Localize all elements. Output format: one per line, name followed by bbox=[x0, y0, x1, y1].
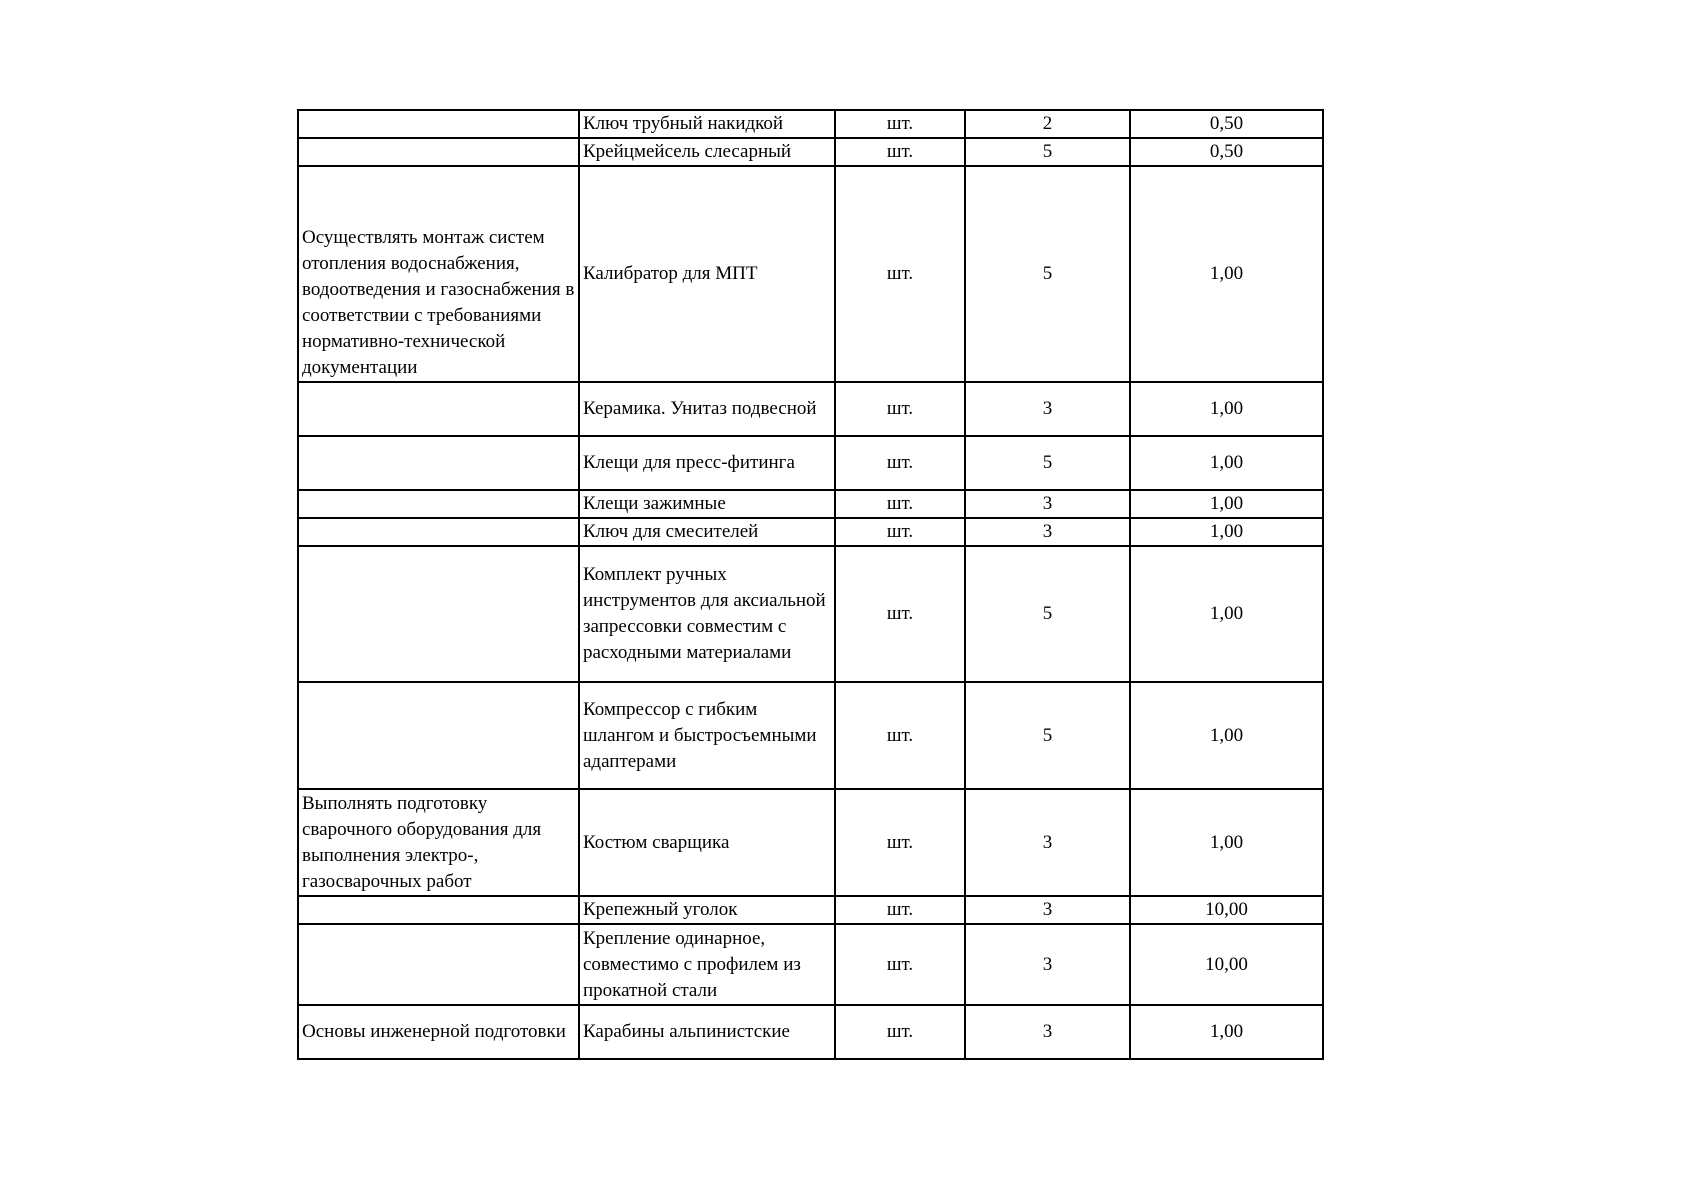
quantity-cell: 3 bbox=[965, 896, 1130, 924]
table-row bbox=[298, 924, 1323, 1005]
competence-cell bbox=[298, 924, 579, 1005]
competence-cell bbox=[298, 138, 579, 166]
item-name-cell: Клещи зажимные bbox=[579, 490, 835, 518]
competence-cell bbox=[298, 546, 579, 682]
item-name-cell: Карабины альпинистские bbox=[579, 1005, 835, 1059]
competence-cell bbox=[298, 896, 579, 924]
unit-cell: шт. bbox=[835, 546, 965, 682]
table-row bbox=[298, 110, 1323, 138]
quantity-cell: 2 bbox=[965, 110, 1130, 138]
norm-cell: 1,00 bbox=[1130, 382, 1323, 436]
competence-cell bbox=[298, 682, 579, 789]
competence-cell bbox=[298, 436, 579, 490]
item-name-cell: Ключ для смесителей bbox=[579, 518, 835, 546]
quantity-cell: 5 bbox=[965, 138, 1130, 166]
norm-cell: 1,00 bbox=[1130, 1005, 1323, 1059]
norm-cell: 1,00 bbox=[1130, 682, 1323, 789]
unit-cell: шт. bbox=[835, 138, 965, 166]
norm-cell: 1,00 bbox=[1130, 166, 1323, 382]
unit-cell: шт. bbox=[835, 924, 965, 1005]
norm-cell: 10,00 bbox=[1130, 896, 1323, 924]
table-row bbox=[298, 789, 1323, 896]
quantity-cell: 3 bbox=[965, 1005, 1130, 1059]
quantity-cell: 3 bbox=[965, 924, 1130, 1005]
unit-cell: шт. bbox=[835, 896, 965, 924]
norm-cell: 0,50 bbox=[1130, 110, 1323, 138]
table-row bbox=[298, 546, 1323, 682]
competence-cell: Осуществлять монтаж систем отопления водоснабжения, водоотведения и газоснабжения в соответствии с требованиями нормативно-технической документации bbox=[298, 166, 579, 382]
quantity-cell: 3 bbox=[965, 382, 1130, 436]
table-row bbox=[298, 1005, 1323, 1059]
competence-cell: Выполнять подготовку сварочного оборудования для выполнения электро-, газосварочных работ bbox=[298, 789, 579, 896]
item-name-cell: Компрессор с гибким шлангом и быстросъемными адаптерами bbox=[579, 682, 835, 789]
unit-cell: шт. bbox=[835, 110, 965, 138]
table-row bbox=[298, 436, 1323, 490]
item-name-cell: Крейцмейсель слесарный bbox=[579, 138, 835, 166]
norm-cell: 1,00 bbox=[1130, 518, 1323, 546]
competence-cell bbox=[298, 518, 579, 546]
norm-cell: 1,00 bbox=[1130, 490, 1323, 518]
quantity-cell: 5 bbox=[965, 166, 1130, 382]
quantity-cell: 3 bbox=[965, 789, 1130, 896]
unit-cell: шт. bbox=[835, 490, 965, 518]
quantity-cell: 3 bbox=[965, 518, 1130, 546]
unit-cell: шт. bbox=[835, 789, 965, 896]
table-row bbox=[298, 490, 1323, 518]
quantity-cell: 5 bbox=[965, 546, 1130, 682]
item-name-cell: Керамика. Унитаз подвесной bbox=[579, 382, 835, 436]
unit-cell: шт. bbox=[835, 518, 965, 546]
item-name-cell: Костюм сварщика bbox=[579, 789, 835, 896]
table-row bbox=[298, 896, 1323, 924]
competence-cell bbox=[298, 382, 579, 436]
item-name-cell: Крепежный уголок bbox=[579, 896, 835, 924]
item-name-cell: Крепление одинарное, совместимо с профилем из прокатной стали bbox=[579, 924, 835, 1005]
competence-cell: Основы инженерной подготовки bbox=[298, 1005, 579, 1059]
competence-cell bbox=[298, 110, 579, 138]
quantity-cell: 5 bbox=[965, 682, 1130, 789]
item-name-cell: Калибратор для МПТ bbox=[579, 166, 835, 382]
norm-cell: 1,00 bbox=[1130, 436, 1323, 490]
norm-cell: 0,50 bbox=[1130, 138, 1323, 166]
item-name-cell: Комплект ручных инструментов для аксиальной запрессовки совместим с расходными материалами bbox=[579, 546, 835, 682]
norm-cell: 1,00 bbox=[1130, 546, 1323, 682]
unit-cell: шт. bbox=[835, 682, 965, 789]
table-row bbox=[298, 518, 1323, 546]
equipment-table bbox=[297, 109, 1324, 1060]
table-row bbox=[298, 166, 1323, 382]
competence-cell bbox=[298, 490, 579, 518]
table-row bbox=[298, 682, 1323, 789]
quantity-cell: 3 bbox=[965, 490, 1130, 518]
norm-cell: 10,00 bbox=[1130, 924, 1323, 1005]
quantity-cell: 5 bbox=[965, 436, 1130, 490]
unit-cell: шт. bbox=[835, 1005, 965, 1059]
unit-cell: шт. bbox=[835, 166, 965, 382]
unit-cell: шт. bbox=[835, 382, 965, 436]
item-name-cell: Клещи для пресс-фитинга bbox=[579, 436, 835, 490]
table-row bbox=[298, 138, 1323, 166]
unit-cell: шт. bbox=[835, 436, 965, 490]
norm-cell: 1,00 bbox=[1130, 789, 1323, 896]
item-name-cell: Ключ трубный накидкой bbox=[579, 110, 835, 138]
table-row bbox=[298, 382, 1323, 436]
